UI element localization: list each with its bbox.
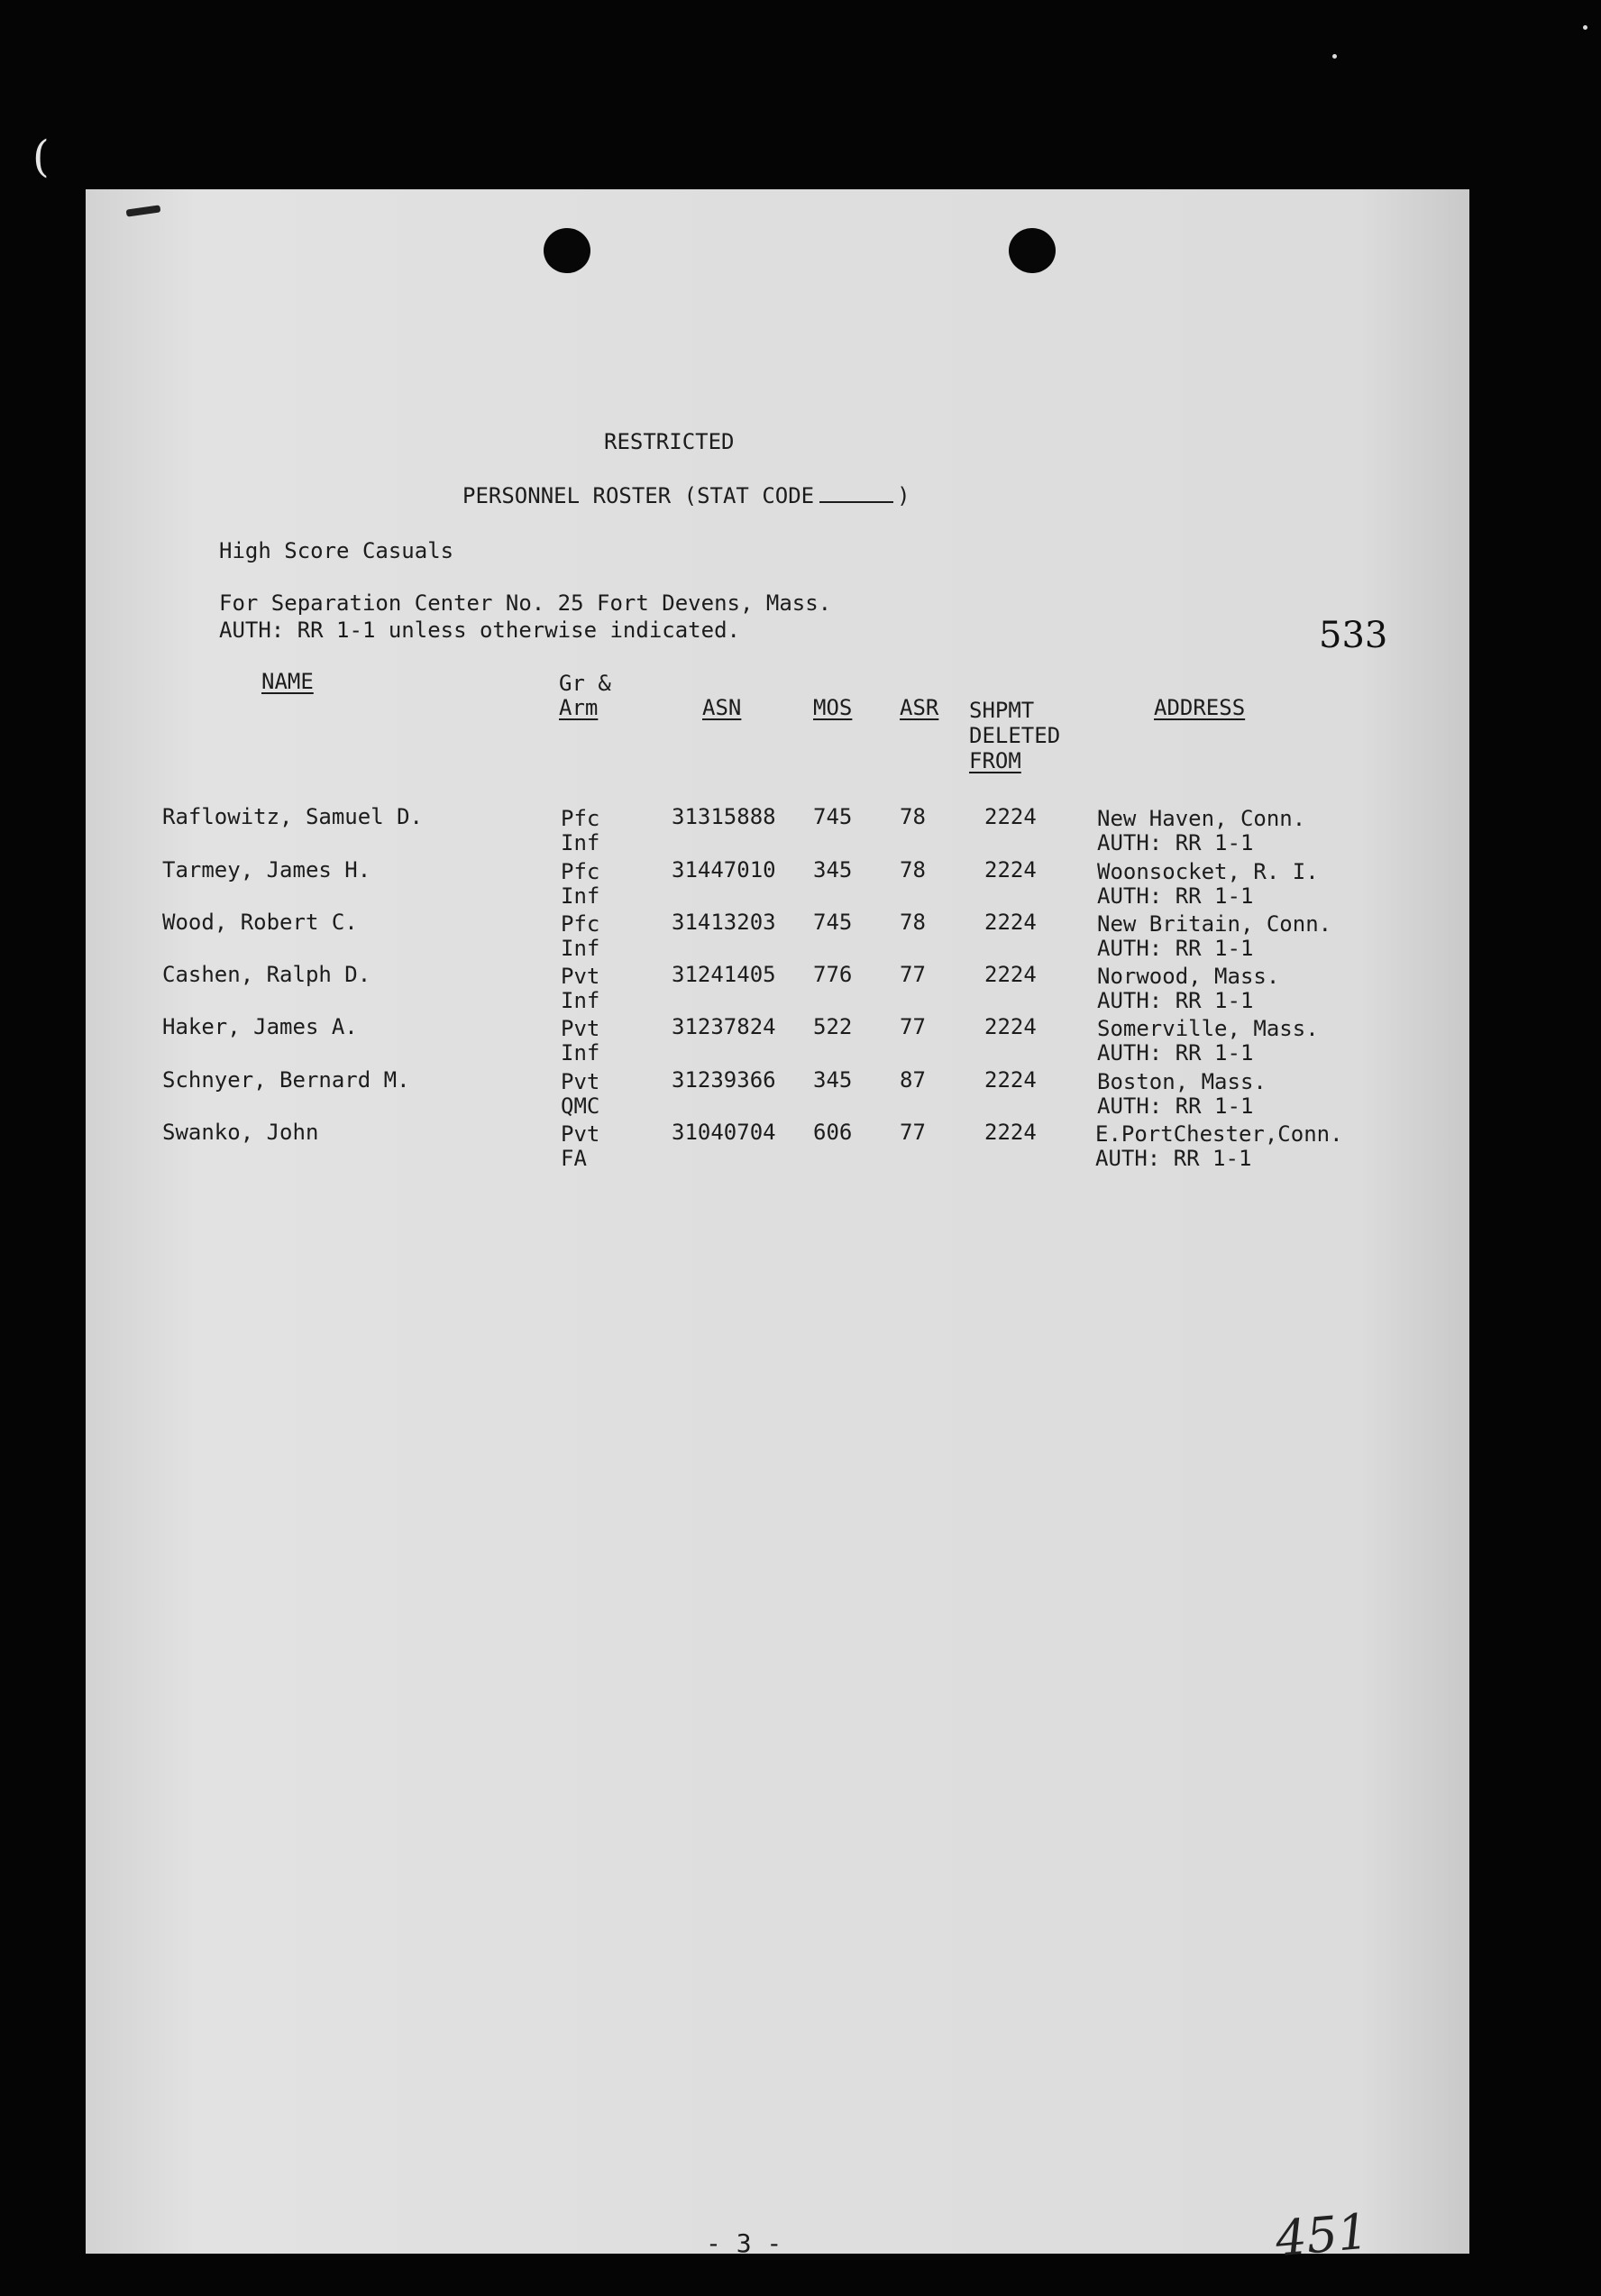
column-header-address: ADDRESS: [1154, 695, 1246, 720]
row-grade: Pvt: [561, 1121, 600, 1147]
row-grade: Pvt: [561, 1069, 600, 1094]
column-header-mos: MOS: [813, 695, 853, 720]
row-arm: Inf: [561, 988, 600, 1013]
row-arm: QMC: [561, 1093, 600, 1119]
roster-title: [462, 484, 910, 508]
document-page: [86, 189, 1469, 2268]
row-asn: 31241405: [672, 962, 776, 987]
row-address: Norwood, Mass.: [1097, 964, 1280, 989]
document-number: 533: [1319, 615, 1388, 656]
row-auth: AUTH: RR 1-1: [1097, 883, 1254, 909]
classification-heading: RESTRICTED: [604, 429, 735, 454]
row-shpmt: 2224: [984, 1067, 1037, 1093]
row-address: Boston, Mass.: [1097, 1069, 1267, 1094]
row-asn: 31315888: [672, 804, 776, 829]
column-header-gr-arm-1: Gr &: [559, 671, 611, 696]
row-mos: 745: [813, 804, 853, 829]
row-shpmt: 2224: [984, 910, 1037, 935]
row-address: Somerville, Mass.: [1097, 1016, 1319, 1041]
row-arm: Inf: [561, 883, 600, 909]
row-asr: 78: [900, 857, 926, 883]
row-mos: 345: [813, 1067, 853, 1093]
row-address: Woonsocket, R. I.: [1097, 859, 1319, 884]
column-header-shpmt-2: DELETED: [969, 723, 1061, 748]
column-header-shpmt-1: SHPMT: [969, 698, 1035, 723]
row-auth: AUTH: RR 1-1: [1095, 1146, 1252, 1171]
stat-code-blank: [819, 485, 893, 503]
row-name: Tarmey, James H.: [162, 857, 371, 883]
row-name: Cashen, Ralph D.: [162, 962, 371, 987]
roster-title-close: ): [897, 483, 910, 508]
row-shpmt: 2224: [984, 857, 1037, 883]
row-grade: Pvt: [561, 964, 600, 989]
row-address: New Britain, Conn.: [1097, 911, 1332, 937]
row-name: Raflowitz, Samuel D.: [162, 804, 423, 829]
group-label: High Score Casuals: [219, 538, 454, 563]
destination-line: For Separation Center No. 25 Fort Devens, Mass.: [219, 590, 832, 616]
punch-hole-right: [1009, 228, 1056, 273]
row-asn: 31040704: [672, 1120, 776, 1145]
row-arm: Inf: [561, 1040, 600, 1066]
handwritten-number: 451: [1273, 2202, 1371, 2268]
row-name: Wood, Robert C.: [162, 910, 358, 935]
row-grade: Pfc: [561, 911, 600, 937]
punch-hole-left: [544, 228, 590, 273]
roster-title-text: PERSONNEL ROSTER (STAT CODE: [462, 483, 815, 508]
authority-line: AUTH: RR 1-1 unless otherwise indicated.: [219, 617, 740, 643]
row-name: Schnyer, Bernard M.: [162, 1067, 410, 1093]
row-asr: 87: [900, 1067, 926, 1093]
row-asr: 77: [900, 1120, 926, 1145]
row-name: Swanko, John: [162, 1120, 319, 1145]
scan-speck: [1332, 54, 1337, 59]
column-header-name: NAME: [261, 669, 314, 694]
row-asn: 31237824: [672, 1014, 776, 1039]
column-header-asr: ASR: [900, 695, 939, 720]
column-header-shpmt-3: FROM: [969, 748, 1021, 773]
row-arm: Inf: [561, 936, 600, 961]
row-address: New Haven, Conn.: [1097, 806, 1306, 831]
row-address: E.PortChester,Conn.: [1095, 1121, 1343, 1147]
row-asr: 77: [900, 1014, 926, 1039]
row-auth: AUTH: RR 1-1: [1097, 936, 1254, 961]
row-mos: 776: [813, 962, 853, 987]
row-auth: AUTH: RR 1-1: [1097, 988, 1254, 1013]
row-asr: 77: [900, 962, 926, 987]
row-auth: AUTH: RR 1-1: [1097, 1093, 1254, 1119]
row-asr: 78: [900, 804, 926, 829]
row-mos: 345: [813, 857, 853, 883]
row-auth: AUTH: RR 1-1: [1097, 830, 1254, 855]
row-asr: 78: [900, 910, 926, 935]
row-grade: Pvt: [561, 1016, 600, 1041]
row-shpmt: 2224: [984, 962, 1037, 987]
corner-ink-mark: [126, 205, 161, 216]
row-auth: AUTH: RR 1-1: [1097, 1040, 1254, 1066]
scan-artifact-mark: (: [32, 132, 50, 182]
row-asn: 31447010: [672, 857, 776, 883]
row-grade: Pfc: [561, 859, 600, 884]
scan-speck: [1583, 25, 1587, 30]
page-number: - 3 -: [706, 2228, 782, 2258]
row-shpmt: 2224: [984, 1014, 1037, 1039]
row-shpmt: 2224: [984, 804, 1037, 829]
row-mos: 745: [813, 910, 853, 935]
column-header-asn: ASN: [702, 695, 742, 720]
row-mos: 606: [813, 1120, 853, 1145]
row-asn: 31239366: [672, 1067, 776, 1093]
row-name: Haker, James A.: [162, 1014, 358, 1039]
row-arm: FA: [561, 1146, 587, 1171]
row-grade: Pfc: [561, 806, 600, 831]
row-asn: 31413203: [672, 910, 776, 935]
row-arm: Inf: [561, 830, 600, 855]
row-mos: 522: [813, 1014, 853, 1039]
column-header-gr-arm-2: Arm: [559, 695, 599, 720]
row-shpmt: 2224: [984, 1120, 1037, 1145]
